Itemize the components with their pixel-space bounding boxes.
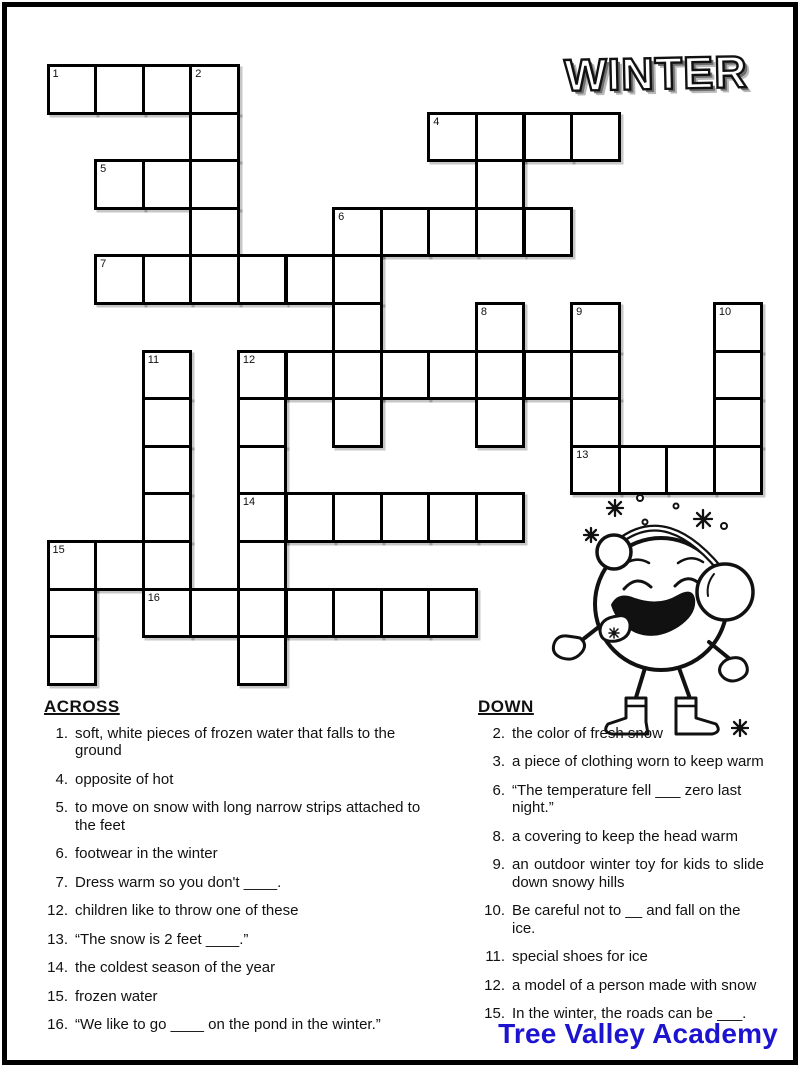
clue-item	[44, 799, 452, 834]
grid-cell[interactable]	[475, 492, 526, 543]
clue-text: the color of fresh snow	[512, 724, 663, 742]
grid-cell[interactable]	[189, 159, 240, 210]
grid-cell[interactable]	[142, 350, 193, 401]
grid-cell[interactable]	[142, 159, 193, 210]
clue-item	[478, 977, 770, 995]
grid-cell[interactable]	[285, 254, 336, 305]
grid-cell[interactable]	[427, 588, 478, 639]
clue-number: 2.	[492, 724, 505, 742]
grid-cell[interactable]	[332, 350, 383, 401]
clue-item	[478, 753, 770, 771]
grid-cell[interactable]	[523, 207, 574, 258]
grid-cell[interactable]	[142, 445, 193, 496]
grid-cell[interactable]	[380, 492, 431, 543]
clue-number: 5.	[55, 799, 68, 816]
grid-cell[interactable]	[94, 159, 145, 210]
grid-cell[interactable]	[142, 492, 193, 543]
cell-number: 14	[242, 496, 256, 509]
grid-cell[interactable]	[380, 350, 431, 401]
cell-number: 13	[576, 448, 589, 461]
grid-cell[interactable]	[94, 254, 145, 305]
across-section	[44, 698, 452, 1045]
grid-cell[interactable]	[618, 445, 669, 496]
clue-text: a covering to keep the head warm	[512, 827, 738, 845]
grid-cell[interactable]	[570, 112, 621, 163]
clue-number: 3.	[492, 753, 505, 770]
clue-text: the coldest season of the year	[75, 959, 276, 976]
tongue	[600, 616, 630, 642]
grid-cell[interactable]	[523, 350, 574, 401]
clue-number: 10.	[484, 902, 505, 919]
grid-cell[interactable]	[713, 302, 764, 353]
clue-number: 13.	[47, 930, 68, 948]
clue-item	[44, 725, 452, 760]
cell-number: 5	[100, 163, 107, 176]
clue-number: 12.	[47, 902, 68, 919]
grid-cell[interactable]	[475, 397, 526, 448]
grid-cell[interactable]	[189, 207, 240, 258]
down-section	[478, 698, 770, 1034]
grid-cell[interactable]	[332, 254, 383, 305]
grid-cell[interactable]	[285, 492, 336, 543]
clue-text: Dress warm so you don't ____.	[75, 873, 282, 891]
clue-number: 7.	[55, 873, 68, 891]
clue-number: 9.	[492, 856, 505, 873]
grid-cell[interactable]	[142, 254, 193, 305]
clue-item	[478, 948, 770, 966]
grid-cell[interactable]	[237, 635, 288, 686]
grid-cell[interactable]	[47, 635, 98, 686]
clue-text: a piece of clothing worn to keep warm	[512, 753, 764, 770]
clue-number: 1.	[55, 724, 68, 742]
clue-text: frozen water	[75, 987, 158, 1005]
grid-cell[interactable]	[427, 350, 478, 401]
clue-item	[478, 782, 770, 817]
clue-number: 8.	[492, 827, 505, 845]
clue-text: soft, white pieces of frozen water that falls to the ground	[75, 724, 396, 759]
clue-number: 16.	[47, 1016, 68, 1033]
cell-number: 15	[52, 544, 65, 556]
grid-cell[interactable]	[427, 207, 478, 258]
grid-cell[interactable]	[332, 397, 383, 448]
clue-item	[478, 902, 770, 937]
clue-item	[44, 959, 452, 977]
grid-cell[interactable]	[285, 588, 336, 639]
cell-number: 8	[480, 306, 488, 318]
grid-cell[interactable]	[475, 112, 526, 163]
grid-cell[interactable]	[475, 302, 526, 353]
page-title: WINTER	[563, 46, 749, 101]
across-clues	[44, 725, 452, 1034]
grid-cell[interactable]	[237, 350, 288, 401]
clue-text: In the winter, the roads can be ___.	[512, 1005, 747, 1022]
clue-text: special shoes for ice	[512, 948, 648, 965]
grid-cell[interactable]	[237, 445, 288, 496]
grid-cell[interactable]	[142, 540, 193, 591]
clue-text: to move on snow with long narrow strips attached to the feet	[75, 799, 421, 834]
earmuff-left	[597, 535, 631, 569]
cell-number: 1	[52, 68, 59, 80]
clue-text: Be careful not to __ and fall on the ice.	[512, 902, 741, 937]
grid-cell[interactable]	[189, 112, 240, 163]
clue-number: 11.	[485, 948, 505, 965]
mitten-left	[553, 636, 584, 659]
clue-text: children like to throw one of these	[75, 902, 299, 919]
clue-text: a model of a person made with snow	[512, 976, 757, 994]
cell-number: 12	[242, 353, 256, 366]
clue-text: footwear in the winter	[75, 845, 218, 862]
grid-cell[interactable]	[94, 64, 145, 115]
clue-number: 14.	[47, 959, 68, 976]
clue-item	[44, 988, 452, 1006]
clue-number: 6.	[55, 845, 68, 862]
grid-cell[interactable]	[570, 445, 621, 496]
mitten-right	[720, 658, 748, 681]
cell-number: 4	[433, 115, 440, 128]
grid-cell[interactable]	[142, 588, 193, 639]
grid-cell[interactable]	[332, 302, 383, 353]
grid-cell[interactable]	[47, 540, 98, 591]
grid-cell[interactable]	[189, 588, 240, 639]
grid-cell[interactable]	[475, 159, 526, 210]
clue-item	[44, 771, 452, 789]
grid-cell[interactable]	[332, 588, 383, 639]
grid-cell[interactable]	[427, 112, 478, 163]
clue-text: “We like to go ____ on the pond in the winter.”	[75, 1016, 381, 1033]
grid-cell[interactable]	[475, 207, 526, 258]
grid-cell[interactable]	[427, 492, 478, 543]
clue-text: “The snow is 2 feet ____.”	[75, 930, 249, 948]
clue-item	[478, 725, 770, 743]
clue-item	[478, 856, 770, 891]
grid-cell[interactable]	[237, 397, 288, 448]
grid-cell[interactable]	[523, 112, 574, 163]
grid-cell[interactable]	[142, 397, 193, 448]
grid-cell[interactable]	[237, 492, 288, 543]
grid-cell[interactable]	[713, 397, 764, 448]
grid-cell[interactable]	[475, 350, 526, 401]
clue-number: 4.	[55, 770, 68, 788]
grid-cell[interactable]	[380, 207, 431, 258]
grid-cell[interactable]	[47, 64, 98, 115]
clue-item	[478, 828, 770, 846]
grid-cell[interactable]	[94, 540, 145, 591]
clue-item	[44, 931, 452, 949]
grid-cell[interactable]	[237, 588, 288, 639]
grid-cell[interactable]	[237, 540, 288, 591]
clue-number: 15.	[484, 1005, 505, 1022]
grid-cell[interactable]	[570, 302, 621, 353]
clue-number: 12.	[484, 976, 505, 994]
grid-cell[interactable]	[237, 254, 288, 305]
grid-cell[interactable]	[332, 492, 383, 543]
cell-number: 6	[338, 210, 345, 223]
cell-number: 2	[195, 68, 202, 80]
cell-number: 9	[576, 306, 583, 318]
clue-text: “The temperature fell ___ zero last night.”	[512, 781, 742, 816]
clue-number: 15.	[47, 987, 68, 1005]
clue-number: 6.	[492, 781, 505, 799]
earmuff-right	[697, 564, 753, 620]
clue-text: opposite of hot	[75, 770, 174, 788]
cell-number: 7	[100, 258, 107, 271]
down-header: DOWN	[478, 697, 534, 716]
grid-cell[interactable]	[570, 397, 621, 448]
clue-item	[44, 874, 452, 892]
cell-number: 16	[147, 591, 160, 604]
grid-cell[interactable]	[713, 445, 764, 496]
grid-cell[interactable]	[142, 64, 193, 115]
grid-cell[interactable]	[570, 350, 621, 401]
clue-item	[44, 845, 452, 863]
grid-cell[interactable]	[285, 350, 336, 401]
grid-cell[interactable]	[189, 254, 240, 305]
brand-text: Tree Valley Academy	[498, 1018, 778, 1049]
grid-cell[interactable]	[189, 64, 240, 115]
down-clues	[478, 725, 770, 1023]
clue-text: an outdoor winter toy for kids to slide down snowy hills	[512, 856, 764, 891]
clue-item	[44, 902, 452, 920]
grid-cell[interactable]	[665, 445, 716, 496]
grid-cell[interactable]	[380, 588, 431, 639]
cell-number: 11	[147, 353, 160, 366]
across-header: ACROSS	[44, 697, 120, 716]
cell-number: 10	[718, 306, 732, 318]
grid-cell[interactable]	[47, 588, 98, 639]
grid-cell[interactable]	[713, 350, 764, 401]
grid-cell[interactable]	[332, 207, 383, 258]
